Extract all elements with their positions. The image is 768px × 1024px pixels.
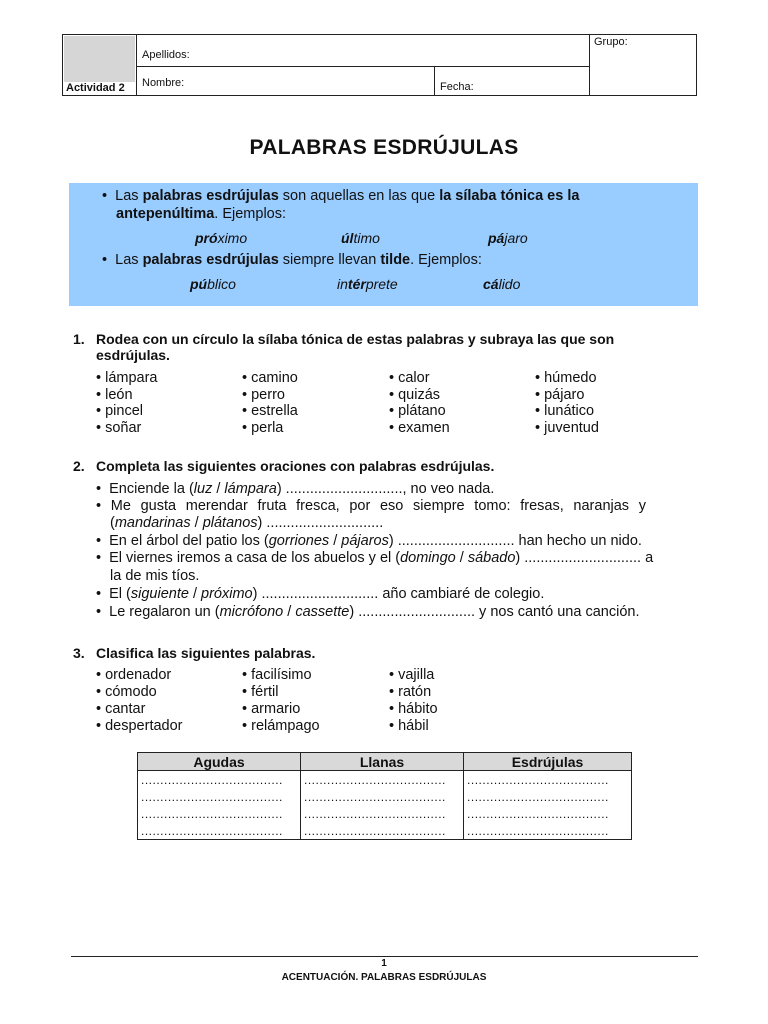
syllable-rest: timo: [353, 230, 380, 246]
word-item: • pincel: [96, 403, 143, 419]
rule1-bold-c: antepenúltima: [116, 206, 215, 222]
answer-blank[interactable]: .....................................: [138, 788, 301, 805]
table-row: [138, 771, 632, 789]
nombre-label: Nombre:: [142, 77, 185, 89]
apellidos-label: Apellidos:: [142, 49, 190, 61]
word-item: • lunático: [535, 403, 595, 419]
sentence-4-line2: la de mis tíos.: [110, 568, 200, 584]
section1-heading-line1: Rodea con un círculo la sílaba tónica de estas palabras y subraya las que son: [96, 331, 615, 347]
page-title: PALABRAS ESDRÚJULAS: [249, 136, 519, 159]
rule2-bold-a: palabras esdrújulas: [142, 252, 279, 268]
answer-blank[interactable]: .....................................: [301, 788, 464, 805]
rule1-text-b: son aquellas en las que: [278, 188, 440, 204]
section3-heading: Clasifica las siguientes palabras.: [96, 645, 316, 661]
word-item: • estrella: [242, 403, 298, 419]
bullet: •: [102, 188, 108, 204]
student-header: [62, 34, 697, 96]
word-item: • facilísimo: [242, 667, 312, 683]
word-item: • hábito: [389, 701, 438, 717]
stressed-syllable: pró: [195, 230, 218, 246]
stressed-syllable: úl: [341, 230, 354, 246]
word-item: • lámpara: [96, 370, 158, 386]
example-word: [190, 276, 236, 292]
answer-blank[interactable]: .....................................: [301, 822, 464, 840]
table-row: [138, 788, 632, 805]
word-item: • cantar: [96, 701, 146, 717]
stressed-syllable: tér: [347, 276, 366, 292]
word-item: • perla: [242, 420, 284, 436]
word-item: • león: [96, 387, 133, 403]
rule2-text-a: Las: [115, 252, 143, 268]
section1-heading-line2: esdrújulas.: [96, 347, 170, 363]
word-item: • plátano: [389, 403, 446, 419]
word-item: • ratón: [389, 684, 432, 700]
word-item: • pájaro: [535, 387, 585, 403]
rule2-line: [102, 252, 482, 268]
syllable-pre: in: [337, 276, 348, 292]
answer-blank[interactable]: .....................................: [138, 771, 301, 789]
rule2-bold-b: tilde: [380, 252, 411, 268]
word-item: • relámpago: [242, 718, 320, 734]
example-word: [488, 230, 528, 246]
rule1-line2: [116, 206, 286, 222]
syllable-rest: prete: [365, 276, 398, 292]
syllable-rest: jaro: [504, 230, 528, 246]
col-esdrujulas: Esdrújulas: [464, 753, 632, 771]
rule1-text-c: . Ejemplos:: [214, 206, 287, 222]
activity-cell: [63, 35, 137, 95]
answer-blank[interactable]: .....................................: [464, 788, 632, 805]
answer-blank[interactable]: .....................................: [464, 805, 632, 822]
stressed-syllable: pá: [488, 230, 505, 246]
example-word: [195, 230, 247, 246]
answer-blank[interactable]: .....................................: [138, 805, 301, 822]
answer-blank[interactable]: .....................................: [301, 771, 464, 789]
answer-blank[interactable]: .....................................: [464, 771, 632, 789]
word-item: • perro: [242, 387, 285, 403]
rule1-bold-a: palabras esdrújulas: [142, 188, 279, 204]
word-item: • calor: [389, 370, 430, 386]
answer-blank[interactable]: .....................................: [301, 805, 464, 822]
example-word: [341, 230, 380, 246]
section1-number: 1.: [73, 331, 85, 347]
rule2-text-b: siempre llevan: [278, 252, 381, 268]
bullet: •: [102, 252, 108, 268]
sentence-2-line2: (mandarinas / plátanos) .............................: [110, 515, 384, 531]
rule1-bold-b: la sílaba tónica es la: [439, 188, 580, 204]
rule2-text-c: . Ejemplos:: [410, 252, 482, 268]
col-agudas: Agudas: [138, 753, 301, 771]
sentence-6: • Le regalaron un (micrófono / cassette) ............................. y nos cantó una canción.: [96, 604, 640, 620]
syllable-rest: lido: [498, 276, 521, 292]
word-item: • ordenador: [96, 667, 172, 683]
grupo-field[interactable]: [589, 35, 696, 95]
footer-title: ACENTUACIÓN. PALABRAS ESDRÚJULAS: [281, 972, 487, 983]
syllable-rest: blico: [207, 276, 236, 292]
table-header-row: [138, 753, 632, 771]
word-item: • fértil: [242, 684, 279, 700]
word-item: • cómodo: [96, 684, 157, 700]
word-item: • juventud: [535, 420, 599, 436]
table-row: [138, 805, 632, 822]
word-item: • camino: [242, 370, 298, 386]
word-item: • armario: [242, 701, 301, 717]
example-word: [483, 276, 520, 292]
apellidos-field[interactable]: [137, 35, 589, 67]
sentence-4-line1: • El viernes iremos a casa de los abuelos y el (domingo / sábado) ............................. a: [96, 550, 654, 566]
sentence-1: • Enciende la (luz / lámpara) ............................., no veo nada.: [96, 481, 495, 497]
section2-heading: Completa las siguientes oraciones con palabras esdrújulas.: [96, 458, 495, 474]
stressed-syllable: pú: [190, 276, 208, 292]
section2-number: 2.: [73, 458, 85, 474]
rule1-line1: [102, 188, 579, 204]
footer-divider: [71, 956, 698, 957]
answer-blank[interactable]: .....................................: [138, 822, 301, 840]
stressed-syllable: cá: [483, 276, 499, 292]
nombre-field[interactable]: [137, 67, 435, 95]
example-word: [337, 276, 398, 292]
rule1-text-a: Las: [115, 188, 143, 204]
sentence-3: • En el árbol del patio los (gorriones / pájaros) ............................. han hecho un nido.: [96, 533, 642, 549]
word-item: • vajilla: [389, 667, 435, 683]
classification-table: [137, 752, 632, 840]
sentence-5: • El (siguiente / próximo) ............................. año cambiaré de colegio.: [96, 586, 545, 602]
activity-label: Actividad 2: [66, 82, 125, 94]
word-item: • hábil: [389, 718, 429, 734]
word-item: • quizás: [389, 387, 441, 403]
fecha-label: Fecha:: [440, 81, 474, 93]
grupo-label: Grupo:: [594, 36, 628, 48]
word-item: • examen: [389, 420, 450, 436]
col-llanas: Llanas: [301, 753, 464, 771]
sentence-2-line1: • Me gusta merendar fruta fresca, por eso siempre tomo: fresas, naranjas y: [96, 498, 646, 514]
table-row: [138, 822, 632, 840]
word-item: • despertador: [96, 718, 183, 734]
activity-shade: [64, 36, 135, 82]
page-number: 1: [381, 958, 387, 969]
fecha-field[interactable]: [435, 67, 589, 95]
answer-blank[interactable]: .....................................: [464, 822, 632, 840]
syllable-rest: ximo: [217, 230, 248, 246]
word-item: • húmedo: [535, 370, 597, 386]
word-item: • soñar: [96, 420, 142, 436]
section3-number: 3.: [73, 645, 85, 661]
